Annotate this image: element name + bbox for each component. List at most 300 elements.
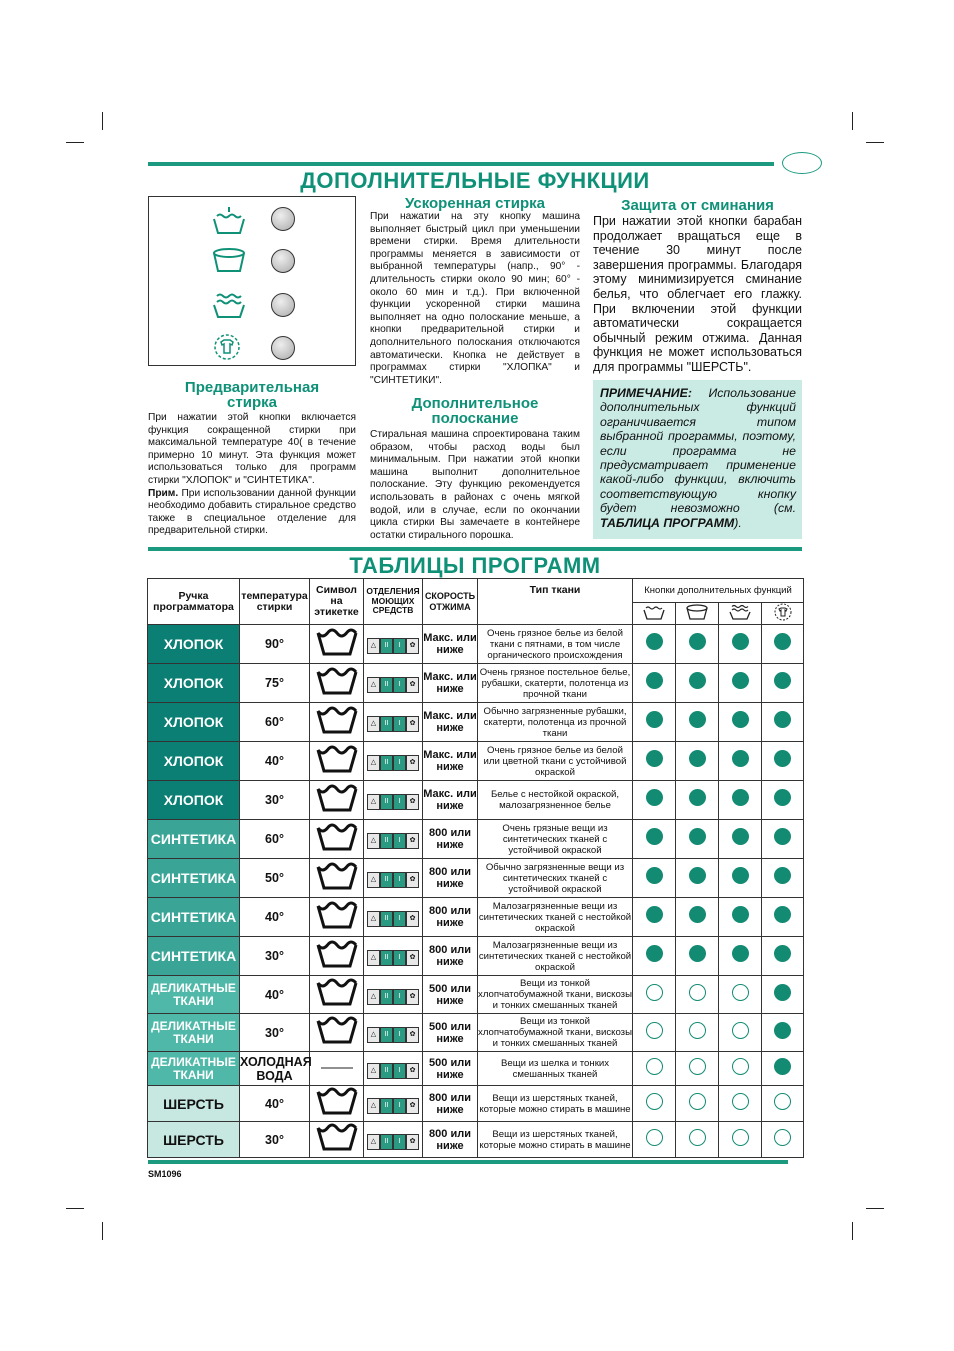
crop-mark [852,112,853,130]
wash-temperature: 60° [240,703,310,742]
header-rinse-icon [676,603,719,625]
compartment-icon: I [393,1098,406,1114]
label-symbol [310,1052,364,1086]
wash-temperature: 40° [240,1086,310,1122]
fabric-type: Вещи из шерстяных тканей, которые можно стирать в машине [478,1086,633,1122]
spin-speed: 500 или ниже [423,976,478,1014]
fabric-type: Обычно загрязненные вещи из синтетических тканей с устойчивой окраской [478,859,633,898]
function-availability [719,703,762,742]
prewash-title-line1: Предварительная [184,379,320,396]
program-name: ХЛОПОК [148,664,240,703]
unavailable-circle-icon [646,1093,663,1110]
anti-crease-knob[interactable] [271,336,295,360]
unavailable-circle-icon [689,1022,706,1039]
function-availability [633,781,676,820]
function-availability [633,703,676,742]
available-dot-icon [732,906,749,923]
quick-wash-text: При нажатии на эту кнопку машина выполняет быстрый цикл при уменьшении времени стирки. Время длительности программы меняется в зависимости от выбранной температуры (напр., 90° - длительность стирки около 90 мин; 60° - около 60 мин и т.д.). При включенной функции ускоренной стирки машина выполняет на одно полоскание меньше, а кнопки предварительной стирки и дополнительного полоскания отключаются автоматически. Кнопка не действует в программах стирки "ХЛОПКА" и "СИНТЕТИКИ". [370,211,580,386]
function-availability [719,820,762,859]
compartment-icon: △ [367,989,380,1005]
compartment-icon: △ [367,677,380,693]
compartment-icon: II [380,872,393,888]
compartment-icon: I [393,794,406,810]
fabric-type: Очень грязное белье из белой или цветной ткани с устойчивой окраской [478,742,633,781]
extra-rinse-text: Стиральная машина спроектирована таким образом, чтобы расход воды был минимальным. При нажатии этой кнопки машина выполнит дополнительное полоскание. Эту функцию рекомендуется использовать в районах с очень мягкой водой, или в случае, если по окончании цикла стирки Вы замечаете в контейнере остатки стирального порошка. [370,429,580,541]
extra-rinse-title-line1: Дополнительное [411,395,539,412]
unavailable-circle-icon [774,1129,791,1146]
detergent-compartments [364,1052,423,1086]
table-row [148,1122,804,1158]
compartment-icon: I [393,833,406,849]
program-name: ХЛОПОК [148,625,240,664]
function-availability [676,820,719,859]
available-dot-icon [732,711,749,728]
available-dot-icon [732,672,749,689]
unavailable-circle-icon [646,1058,663,1075]
compartment-icon: △ [367,833,380,849]
available-dot-icon [689,867,706,884]
no-symbol-line [317,1063,357,1073]
fabric-type: Белье с нестойкой окраской, малозагрязненное белье [478,781,633,820]
available-dot-icon [732,750,749,767]
wash-tub-symbol [315,1122,359,1152]
wash-tub-symbol [315,783,359,813]
spin-speed: 800 или ниже [423,1122,478,1158]
label-symbol [310,625,364,664]
program-name: ДЕЛИКАТНЫЕ ТКАНИ [148,1052,240,1086]
available-dot-icon [774,906,791,923]
compartment-icon: △ [367,872,380,888]
wash-tub-symbol [315,861,359,891]
compartment-icon: I [393,638,406,654]
quick-wash-knob[interactable] [271,293,295,317]
label-symbol [310,976,364,1014]
function-availability [762,1122,804,1158]
function-availability [676,781,719,820]
crop-mark [102,1222,103,1240]
function-availability [762,976,804,1014]
crop-mark [66,142,84,143]
extra-rinse-title-line2: полоскание [431,410,519,427]
prewash-knob[interactable] [271,207,295,231]
wash-tub-symbol [315,1015,359,1045]
table-row [148,625,804,664]
available-dot-icon [646,789,663,806]
spin-speed: 500 или ниже [423,1014,478,1052]
compartment-icon: ✿ [406,950,419,966]
function-availability [676,664,719,703]
function-availability [633,664,676,703]
program-name: СИНТЕТИКА [148,937,240,976]
function-availability [719,1014,762,1052]
function-availability [633,1052,676,1086]
wash-temperature: 75° [240,664,310,703]
spin-speed: Макс. или ниже [423,781,478,820]
unavailable-circle-icon [732,1093,749,1110]
label-symbol [310,1014,364,1052]
prewash-icon [211,207,247,235]
fabric-type: Вещи из шерстяных тканей, которые можно стирать в машине [478,1122,633,1158]
spin-speed: Макс. или ниже [423,625,478,664]
prewash-text [148,412,356,538]
extra-rinse-icon [211,247,247,273]
spin-speed: 800 или ниже [423,937,478,976]
label-symbol [310,703,364,742]
program-name: ХЛОПОК [148,703,240,742]
quick-wash-icon [211,291,247,319]
detergent-compartments [364,625,423,664]
anti-crease-text: При нажатии этой кнопки барабан продолжает вращаться еще в течение 30 минут после завершения программы. Благодаря этому минимизируется сминание белья, что облегчает его глажку. При включении этой функции автоматически сокращается обычный режим отжима. Данная функция не может использоваться для программы "ШЕРСТЬ". [593,214,802,374]
header-fabric: Тип ткани [478,579,633,625]
compartment-icon: I [393,950,406,966]
function-availability [676,1052,719,1086]
compartment-icon: ✿ [406,911,419,927]
wash-tub-symbol [315,822,359,852]
function-availability [633,937,676,976]
spin-speed: 500 или ниже [423,1052,478,1086]
anti-crease-icon [211,333,243,361]
available-dot-icon [646,945,663,962]
wash-tub-symbol [315,666,359,696]
function-availability [633,1086,676,1122]
program-name: ШЕРСТЬ [148,1086,240,1122]
wash-temperature: 60° [240,820,310,859]
compartment-icon: △ [367,950,380,966]
compartment-icon: ✿ [406,1063,419,1079]
available-dot-icon [774,633,791,650]
function-availability [633,898,676,937]
program-name: ХЛОПОК [148,742,240,781]
spin-speed: 800 или ниже [423,820,478,859]
note-label: ПРИМЕЧАНИЕ: [600,386,692,400]
label-symbol [310,664,364,703]
spin-speed: 800 или ниже [423,859,478,898]
compartment-icon: II [380,950,393,966]
available-dot-icon [774,750,791,767]
function-availability [633,742,676,781]
function-availability [633,625,676,664]
unavailable-circle-icon [689,984,706,1001]
compartment-icon: ✿ [406,716,419,732]
header-buttons: Кнопки дополнительных функций [633,579,804,603]
function-availability [762,742,804,781]
available-dot-icon [646,711,663,728]
function-availability [762,859,804,898]
program-name: ШЕРСТЬ [148,1122,240,1158]
unavailable-circle-icon [774,1093,791,1110]
prewash-body: При нажатии этой кнопки включается функция сокращенной стирки при максимальной температуре 40( в течение примерно 10 минут. Эта функция может использоваться только для программ стирки "ХЛОПОК" и "СИНТЕТИКА". [148,412,356,486]
compartment-icon: II [380,911,393,927]
fabric-type: Малозагрязненные вещи из синтетических тканей с нестойкой окраской [478,937,633,976]
wash-tub-symbol [315,744,359,774]
detergent-compartments [364,664,423,703]
compartment-icon: I [393,872,406,888]
wash-temperature: 90° [240,625,310,664]
compartment-icon: ✿ [406,638,419,654]
compartment-icon: ✿ [406,755,419,771]
crop-mark [66,1208,84,1209]
wash-temperature: 30° [240,781,310,820]
label-symbol [310,859,364,898]
function-availability [762,625,804,664]
fabric-type: Вещи из тонкой хлопчатобумажной ткани, вискозы и тонких смешанных тканей [478,976,633,1014]
function-availability [762,781,804,820]
available-dot-icon [646,828,663,845]
note-end: ). [734,515,742,530]
available-dot-icon [689,711,706,728]
table-rule [148,547,802,551]
function-availability [762,1086,804,1122]
wash-tub-symbol [315,900,359,930]
program-name: ДЕЛИКАТНЫЕ ТКАНИ [148,976,240,1014]
label-symbol [310,898,364,937]
table-row [148,1052,804,1086]
function-availability [762,937,804,976]
compartment-icon: ✿ [406,1027,419,1043]
available-dot-icon [689,945,706,962]
wash-tub-symbol [315,627,359,657]
header-symbol: Символ на этикетке [310,579,364,625]
available-dot-icon [732,867,749,884]
unavailable-circle-icon [689,1093,706,1110]
detergent-compartments [364,1086,423,1122]
wash-temperature: 30° [240,937,310,976]
function-availability [762,703,804,742]
compartment-icon: II [380,833,393,849]
available-dot-icon [774,984,791,1001]
function-availability [762,820,804,859]
table-row [148,781,804,820]
detergent-compartments [364,703,423,742]
program-name: ДЕЛИКАТНЫЕ ТКАНИ [148,1014,240,1052]
page-title: ДОПОЛНИТЕЛЬНЫЕ ФУНКЦИИ [300,168,650,193]
compartment-icon: I [393,755,406,771]
wash-temperature: 40° [240,742,310,781]
compartment-icon: △ [367,1098,380,1114]
detergent-compartments [364,976,423,1014]
compartment-icon: △ [367,794,380,810]
table-row [148,859,804,898]
wash-tub-symbol [315,1086,359,1116]
unavailable-circle-icon [689,1058,706,1075]
function-availability [719,742,762,781]
wash-temperature: 40° [240,976,310,1014]
spin-speed: 800 или ниже [423,898,478,937]
wash-temperature: 30° [240,1122,310,1158]
note-box [593,380,802,539]
fabric-type: Обычно загрязненные рубашки, скатерти, полотенца из прочной ткани [478,703,633,742]
available-dot-icon [732,789,749,806]
label-symbol [310,937,364,976]
available-dot-icon [774,828,791,845]
available-dot-icon [774,789,791,806]
header-temp: температура стирки [240,579,310,625]
fabric-type: Очень грязное постельное белье, рубашки, скатерти, полотенца из прочной ткани [478,664,633,703]
fabric-type: Очень грязные вещи из синтетических тканей с устойчивой окраской [478,820,633,859]
function-availability [676,625,719,664]
label-symbol [310,1122,364,1158]
control-panel [148,196,356,366]
compartment-icon: II [380,1134,393,1150]
wash-temperature: ХОЛОДНАЯ ВОДА [240,1052,310,1086]
compartment-icon: II [380,1098,393,1114]
function-availability [633,1122,676,1158]
function-availability [676,976,719,1014]
function-availability [676,898,719,937]
unavailable-circle-icon [689,1129,706,1146]
available-dot-icon [732,828,749,845]
compartment-icon: I [393,989,406,1005]
compartment-icon: II [380,1063,393,1079]
label-symbol [310,1086,364,1122]
function-availability [762,1052,804,1086]
function-availability [719,898,762,937]
function-availability [676,1014,719,1052]
unavailable-circle-icon [732,1022,749,1039]
function-availability [676,742,719,781]
table-row [148,898,804,937]
available-dot-icon [689,906,706,923]
program-name: СИНТЕТИКА [148,820,240,859]
compartment-icon: II [380,677,393,693]
function-availability [676,937,719,976]
function-availability [676,1086,719,1122]
note-body: Использование дополнительных функций ограничивается типом выбранной программы, поэтому, если программа не предусматривает применение какой-либо функции, включить соответствующую кнопку будет невозможно (см. [600,386,796,516]
compartment-icon: I [393,1063,406,1079]
table-row [148,1086,804,1122]
compartment-icon: △ [367,716,380,732]
available-dot-icon [732,633,749,650]
wash-tub-symbol [315,705,359,735]
compartment-icon: ✿ [406,677,419,693]
function-availability [719,1086,762,1122]
table-row [148,937,804,976]
prewash-title-line2: стирка [227,394,277,411]
compartment-icon: △ [367,1134,380,1150]
compartment-icon: ✿ [406,1134,419,1150]
function-availability [762,898,804,937]
compartment-icon: ✿ [406,1098,419,1114]
crop-mark [866,1208,884,1209]
detergent-compartments [364,742,423,781]
wash-temperature: 50° [240,859,310,898]
quick-wash-title: Ускоренная стирка [404,195,545,212]
extra-rinse-knob[interactable] [271,249,295,273]
function-availability [762,1014,804,1052]
compartment-icon: I [393,716,406,732]
function-availability [719,937,762,976]
crop-mark [852,1222,853,1240]
unavailable-circle-icon [732,984,749,1001]
compartment-icon: II [380,989,393,1005]
table-row [148,664,804,703]
wash-tub-symbol [315,939,359,969]
label-symbol [310,742,364,781]
compartment-icon: △ [367,1063,380,1079]
detergent-compartments [364,1122,423,1158]
function-availability [719,1052,762,1086]
label-symbol [310,820,364,859]
compartment-icon: △ [367,755,380,771]
compartment-icon: I [393,677,406,693]
compartment-icon: I [393,911,406,927]
function-availability [719,1122,762,1158]
compartment-icon: II [380,638,393,654]
spin-speed: Макс. или ниже [423,703,478,742]
compartment-icon: △ [367,911,380,927]
table-row [148,1014,804,1052]
header-quick-icon [719,603,762,625]
compartment-icon: II [380,755,393,771]
available-dot-icon [774,945,791,962]
anti-crease-title: Защита от сминания [621,197,774,214]
available-dot-icon [732,945,749,962]
compartment-icon: II [380,716,393,732]
program-name: ХЛОПОК [148,781,240,820]
unavailable-circle-icon [646,1129,663,1146]
detergent-compartments [364,937,423,976]
spin-speed: Макс. или ниже [423,664,478,703]
compartment-icon: △ [367,638,380,654]
fabric-type: Вещи из тонкой хлопчатобумажной ткани, вискозы и тонких смешанных тканей [478,1014,633,1052]
unavailable-circle-icon [732,1058,749,1075]
program-name: СИНТЕТИКА [148,859,240,898]
prewash-title [148,380,356,410]
fabric-type: Вещи из шелка и тонких смешанных тканей [478,1052,633,1086]
fabric-type: Очень грязное белье из белой ткани с пятнами, в том числе органического происхождения [478,625,633,664]
available-dot-icon [689,633,706,650]
label-symbol [310,781,364,820]
compartment-icon: ✿ [406,833,419,849]
table-row [148,742,804,781]
available-dot-icon [646,672,663,689]
available-dot-icon [689,672,706,689]
function-availability [676,859,719,898]
header-compartments: ОТДЕЛЕНИЯ МОЮЩИХ СРЕДСТВ [364,579,423,625]
detergent-compartments [364,898,423,937]
header-knob: Ручка программатора [148,579,240,625]
function-availability [633,859,676,898]
detergent-compartments [364,781,423,820]
available-dot-icon [689,789,706,806]
table-title: ТАБЛИЦЫ ПРОГРАММ [349,553,601,578]
function-availability [676,703,719,742]
header-prewash-icon [633,603,676,625]
function-availability [676,1122,719,1158]
extra-rinse-title [370,396,580,426]
spin-speed: Макс. или ниже [423,742,478,781]
wash-temperature: 40° [240,898,310,937]
available-dot-icon [646,633,663,650]
header-spin: СКОРОСТЬ ОТЖИМА [423,579,478,625]
wash-temperature: 30° [240,1014,310,1052]
compartment-icon: ✿ [406,872,419,888]
table-row [148,820,804,859]
function-availability [719,664,762,703]
header-crease-icon [762,603,804,625]
function-availability [719,625,762,664]
note-ref: ТАБЛИЦА ПРОГРАММ [600,515,735,530]
program-name: СИНТЕТИКА [148,898,240,937]
unavailable-circle-icon [732,1129,749,1146]
compartment-icon: II [380,794,393,810]
available-dot-icon [646,906,663,923]
prewash-note-label: Прим. [148,487,179,499]
program-table-body [148,625,804,1158]
function-availability [719,859,762,898]
compartment-icon: I [393,1027,406,1043]
available-dot-icon [646,867,663,884]
